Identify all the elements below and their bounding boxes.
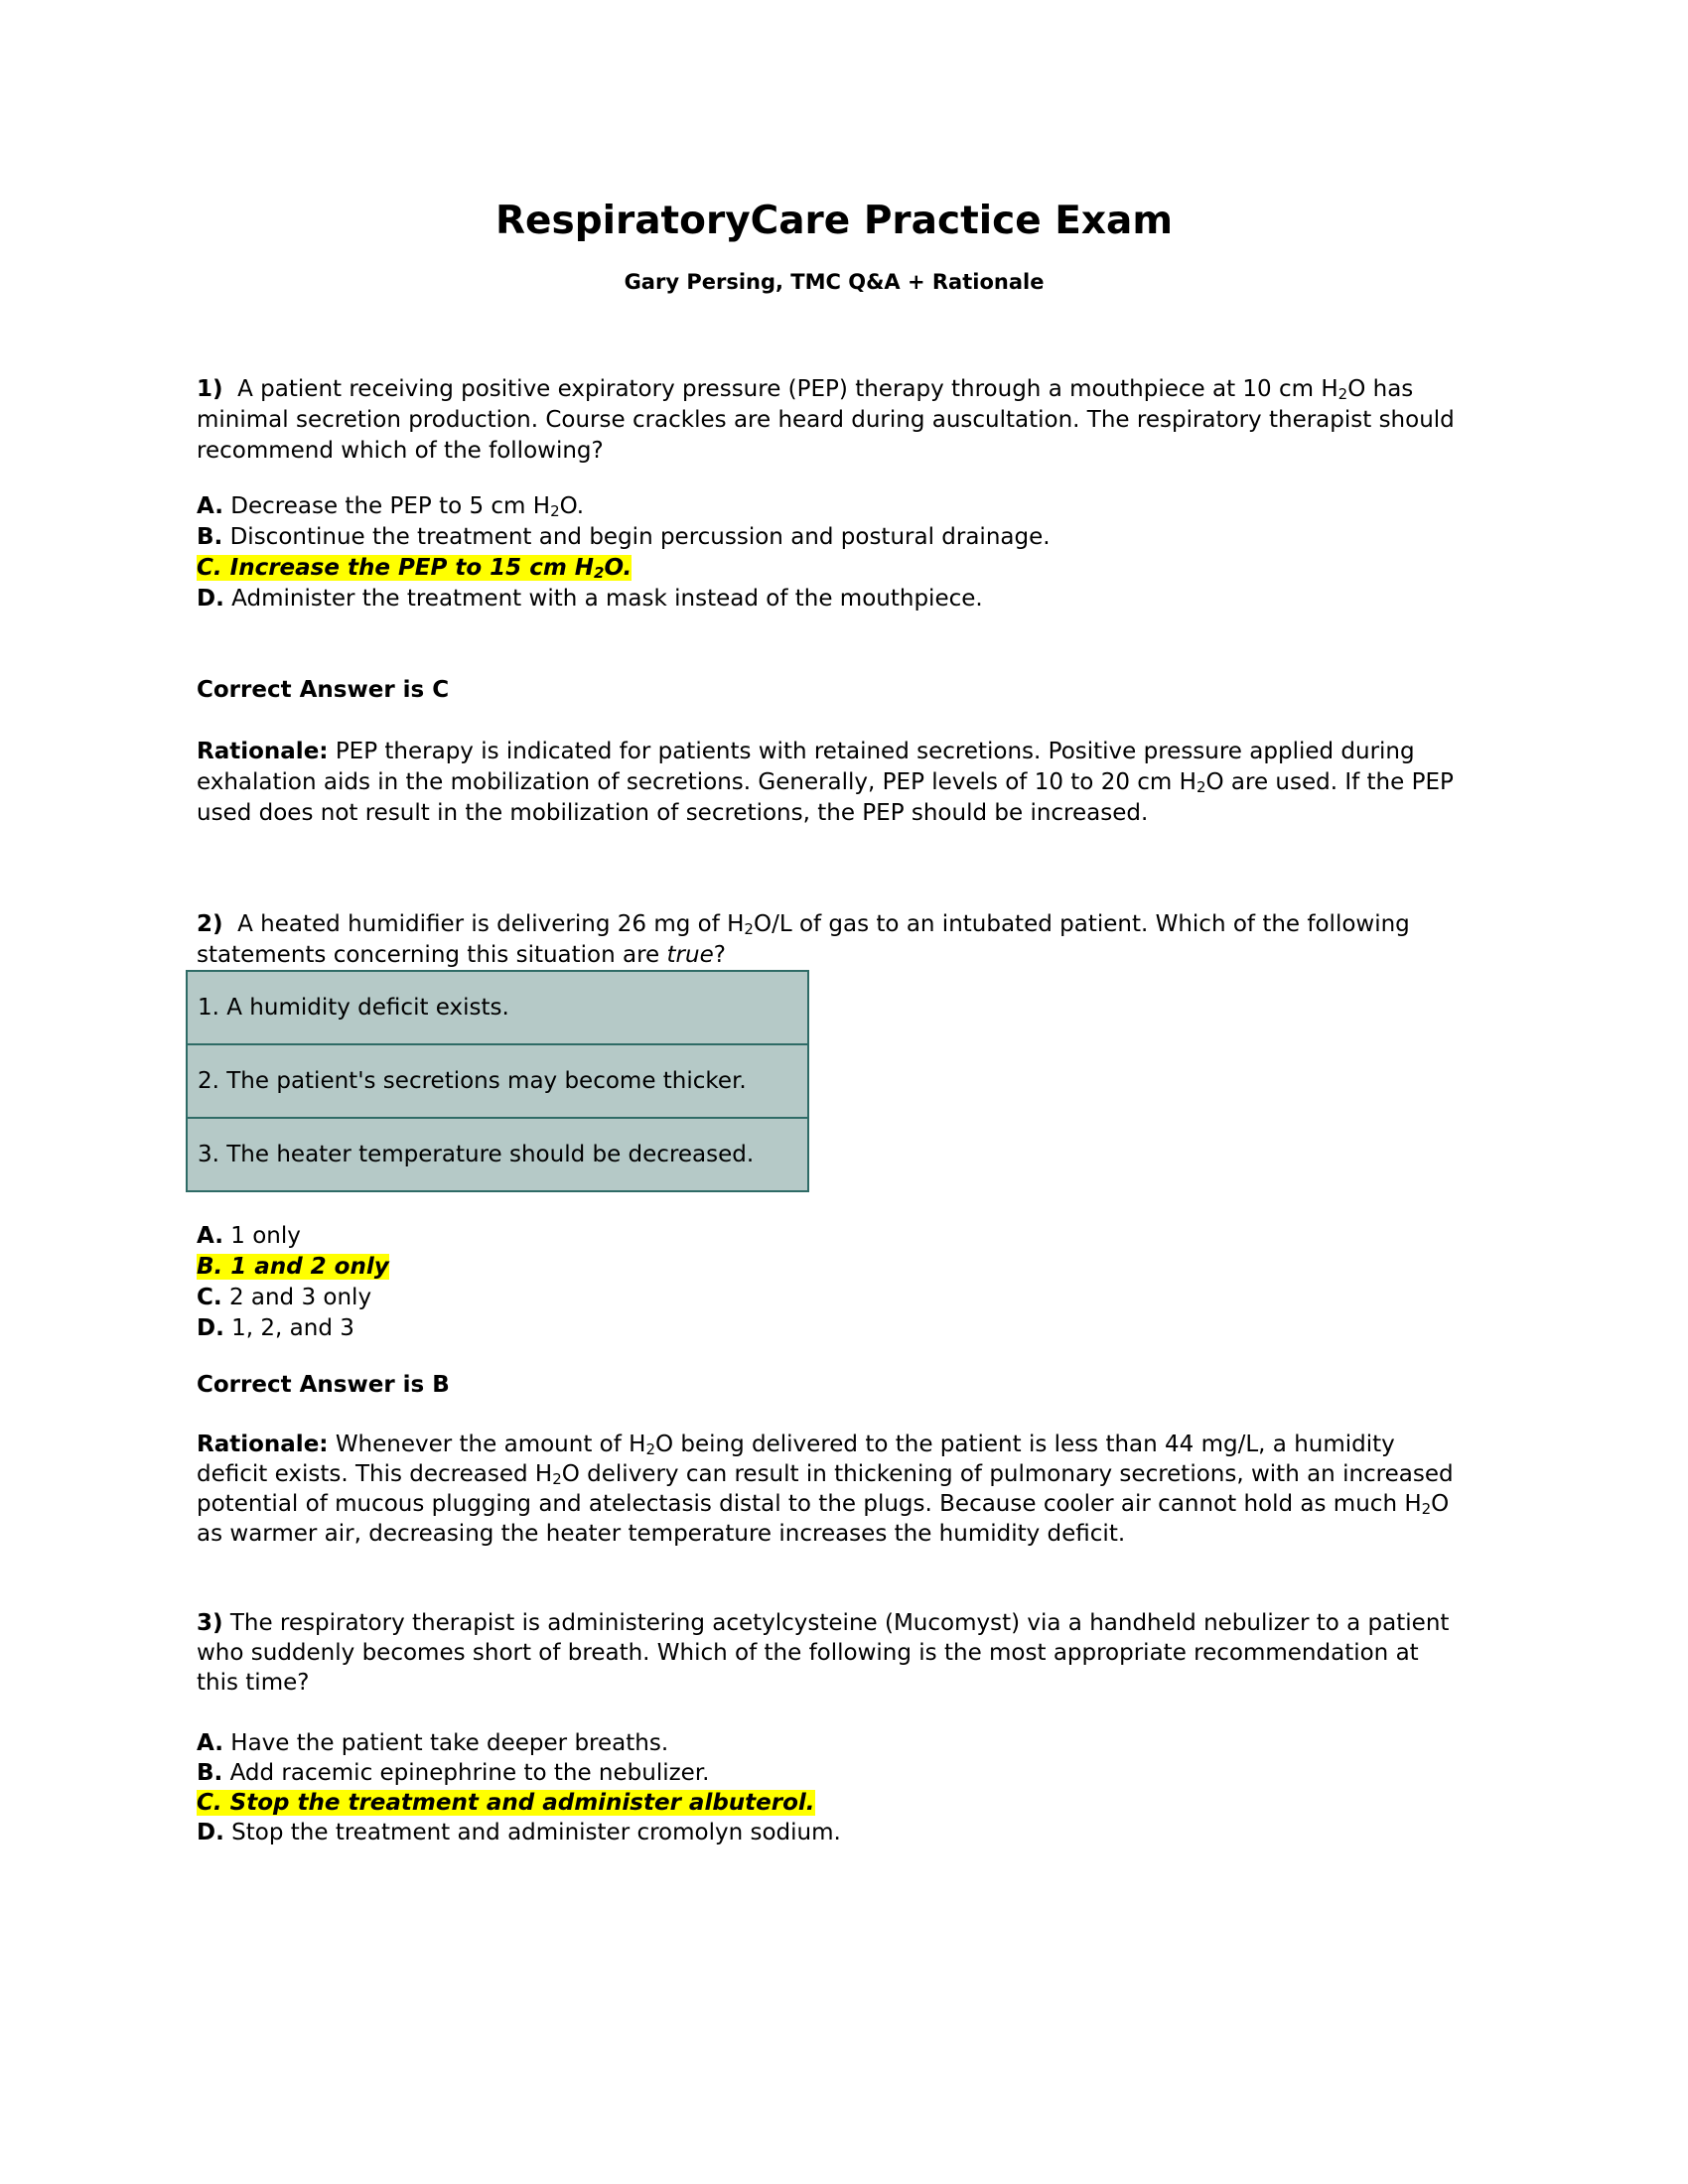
option-text: Administer the treatment with a mask instead of the mouthpiece. (231, 586, 983, 612)
question-text: The respiratory therapist is administering acetylcysteine (Mucomyst) via a handheld nebulizer to a patient who suddenly becomes short of breath. Which of the following is the most appropriate recommendation at this time? (197, 1610, 1450, 1696)
rationale-label: Rationale: (197, 1432, 329, 1457)
option-letter: A. (197, 493, 223, 519)
option-text: O. (559, 493, 585, 519)
subscript: 2 (1337, 385, 1348, 403)
question-text: O/L of gas to an intubated patient. Which of the following statements concerning this situation are (197, 911, 1410, 968)
option-d (197, 1818, 1487, 1847)
option-text: Decrease the PEP to 5 cm H (230, 493, 551, 519)
page-title: RespiratoryCare Practice Exam (495, 199, 1173, 243)
question-text: A heated humidifier is delivering 26 mg of H (237, 911, 745, 937)
question-emphasis: true (666, 942, 714, 968)
option-c-correct (197, 553, 1487, 584)
option-a (197, 1221, 1487, 1252)
option-text: 1 only (230, 1223, 301, 1249)
question-1-options (197, 491, 1487, 614)
question-text: A patient receiving positive expiratory pressure (PEP) therapy through a mouthpiece at 10 cm H (237, 376, 1338, 402)
option-b-correct (197, 1252, 1487, 1283)
rationale-text: O as warmer air, decreasing the heater temperature increases the humidity deficit. (197, 1491, 1450, 1547)
question-2-options (197, 1221, 1487, 1344)
option-b (197, 522, 1487, 553)
option-a (197, 1728, 1487, 1758)
option-letter: D. (197, 1315, 224, 1341)
question-number: 1) (197, 376, 223, 402)
subscript: 2 (645, 1440, 655, 1458)
question-number: 3) (197, 1610, 223, 1636)
option-letter: C. (197, 1790, 222, 1816)
subscript: 2 (1196, 778, 1206, 796)
rationale-text: PEP therapy is indicated for patients with retained secretions. Positive pressure applied during exhalation aids in the mobilization of secretions. Generally, PEP levels of 10 to 20 cm H (197, 739, 1415, 795)
option-c-correct (197, 1788, 1487, 1818)
rationale-text: O are used. If the PEP used does not result in the mobilization of secretions, the PEP should be increased. (197, 769, 1454, 826)
option-letter: D. (197, 586, 224, 612)
correct-answer-1 (197, 675, 1487, 706)
option-letter: B. (197, 1760, 223, 1786)
option-letter: A. (197, 1730, 223, 1756)
question-number: 2) (197, 911, 223, 937)
question-text: ? (713, 942, 726, 968)
correct-answer-2 (197, 1370, 1487, 1401)
option-d (197, 584, 1487, 614)
statement-row: 1. A humidity deficit exists. (188, 972, 807, 1045)
option-b (197, 1758, 1487, 1788)
question-3-options (197, 1728, 1487, 1847)
option-c (197, 1283, 1487, 1313)
option-text: Discontinue the treatment and begin percussion and postural drainage. (229, 524, 1051, 550)
statements-table (186, 970, 809, 1192)
statement-row: 3. The heater temperature should be decreased. (198, 1142, 755, 1167)
subscript: 2 (550, 502, 560, 520)
correct-answer-text: Correct Answer is C (197, 677, 450, 703)
statement-row: 2. The patient's secretions may become thicker. (188, 1045, 807, 1119)
page-subtitle: Gary Persing, TMC Q&A + Rationale (624, 270, 1045, 294)
option-text: 2 and 3 only (228, 1285, 372, 1310)
option-text: Increase the PEP to 15 cm H (229, 555, 595, 581)
highlighted-answer (197, 1790, 815, 1816)
option-text: Have the patient take deeper breaths. (230, 1730, 669, 1756)
option-text: 1 and 2 only (230, 1254, 389, 1280)
rationale-text: O delivery can result in thickening of pulmonary secretions, with an increased potential of mucous plugging and atelectasis distal to the plugs. Because cooler air cannot hold as much H (197, 1461, 1454, 1517)
option-text: Add racemic epinephrine to the nebulizer. (229, 1760, 710, 1786)
rationale-text: O being delivered to the patient is less than 44 mg/L, a humidity deficit exists. This decreased H (197, 1432, 1395, 1487)
option-letter: D. (197, 1820, 224, 1845)
rationale-1 (197, 737, 1477, 829)
option-a (197, 491, 1487, 522)
rationale-label: Rationale: (197, 739, 329, 764)
option-letter: A. (197, 1223, 223, 1249)
subscript: 2 (594, 564, 605, 582)
option-text: 1, 2, and 3 (231, 1315, 354, 1341)
subscript: 2 (1421, 1500, 1432, 1518)
highlighted-answer (197, 1254, 389, 1280)
option-text: Stop the treatment and administer cromolyn sodium. (231, 1820, 841, 1845)
option-text: O. (604, 555, 633, 581)
option-letter: C. (197, 555, 222, 581)
question-text: O has minimal secretion production. Course crackles are heard during auscultation. The respiratory therapist should recommend which of the following? (197, 376, 1455, 464)
option-letter: C. (197, 1285, 222, 1310)
rationale-2 (197, 1430, 1458, 1549)
question-2 (197, 909, 1448, 971)
question-3 (197, 1608, 1458, 1698)
option-letter: B. (197, 524, 223, 550)
correct-answer-text: Correct Answer is B (197, 1372, 450, 1398)
option-d (197, 1313, 1487, 1344)
option-text: Stop the treatment and administer albuterol. (229, 1790, 815, 1816)
subscript: 2 (552, 1470, 562, 1488)
rationale-text: Whenever the amount of H (335, 1432, 646, 1457)
highlighted-answer (197, 555, 632, 581)
option-letter: B. (197, 1254, 223, 1280)
subscript: 2 (744, 920, 754, 938)
question-1 (197, 374, 1477, 467)
